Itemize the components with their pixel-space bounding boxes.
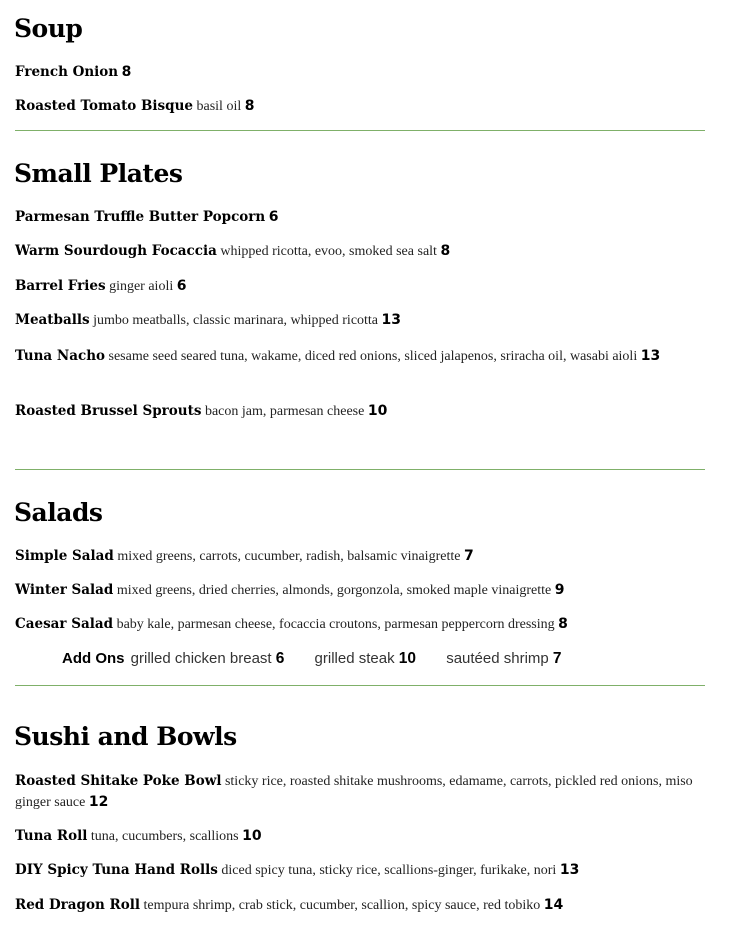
add-on-price: 10 (398, 650, 417, 667)
add-on-name: grilled steak (314, 650, 395, 667)
menu-item (15, 276, 725, 297)
item-name: Roasted Tomato Bisque (15, 98, 193, 114)
menu-item (15, 771, 725, 813)
item-price: 14 (543, 897, 564, 913)
section-divider (15, 130, 705, 131)
item-name: Parmesan Truffle Butter Popcorn (15, 209, 266, 225)
add-on-option (446, 650, 561, 667)
item-name: Simple Salad (15, 548, 114, 564)
item-description: mixed greens, carrots, cucumber, radish, balsamic vinaigrette (117, 549, 461, 564)
menu-item (15, 96, 725, 117)
item-name: Winter Salad (15, 582, 114, 598)
salad-add-ons (62, 650, 588, 668)
section-title-small-plates: Small Plates (14, 159, 183, 188)
item-price: 12 (88, 794, 109, 810)
menu-item (15, 860, 725, 881)
item-price: 10 (242, 828, 262, 844)
item-name: DIY Spicy Tuna Hand Rolls (15, 862, 218, 878)
add-on-name: grilled chicken breast (130, 650, 272, 667)
item-name: Tuna Roll (15, 828, 88, 844)
item-name: Warm Sourdough Focaccia (15, 243, 217, 259)
item-name: Barrel Fries (15, 278, 106, 294)
item-description: jumbo meatballs, classic marinara, whipped ricotta (93, 313, 379, 328)
menu-item (15, 207, 725, 228)
add-on-name: sautéed shrimp (446, 650, 549, 667)
menu-item (15, 346, 725, 367)
item-description: tempura shrimp, crab stick, cucumber, scallion, spicy sauce, red tobiko (143, 898, 541, 913)
section-title-sushi-and-bowls: Sushi and Bowls (14, 722, 237, 751)
item-name: Caesar Salad (15, 616, 114, 632)
menu-item (15, 546, 725, 567)
menu-item (15, 241, 725, 262)
menu-item (15, 401, 725, 422)
item-description: diced spicy tuna, sticky rice, scallions-ginger, furikake, nori (221, 863, 557, 878)
item-name: Red Dragon Roll (15, 897, 140, 913)
add-on-option (315, 650, 416, 667)
item-description: whipped ricotta, evoo, smoked sea salt (220, 244, 437, 259)
menu-item (15, 895, 725, 916)
section-title-salads: Salads (14, 498, 103, 527)
item-description: mixed greens, dried cherries, almonds, gorgonzola, smoked maple vinaigrette (116, 583, 552, 598)
item-name: Meatballs (15, 312, 90, 328)
item-name: French Onion (15, 64, 119, 80)
item-price: 13 (381, 312, 402, 328)
item-price: 13 (559, 862, 580, 878)
item-description: baby kale, parmesan cheese, focaccia croutons, parmesan peppercorn dressing (116, 617, 555, 632)
item-price: 7 (463, 548, 474, 564)
item-price: 9 (554, 582, 565, 598)
menu-item (15, 580, 725, 601)
item-description: ginger aioli (109, 279, 174, 294)
menu-item (15, 62, 725, 83)
section-divider (15, 469, 705, 470)
item-price: 13 (640, 348, 661, 364)
item-price: 8 (440, 243, 451, 259)
item-price: 8 (558, 616, 568, 632)
add-on-price: 7 (552, 650, 562, 667)
item-name: Tuna Nacho (15, 348, 106, 364)
add-ons-label: Add Ons (62, 650, 125, 667)
item-description: tuna, cucumbers, scallions (90, 829, 239, 844)
section-divider (15, 685, 705, 686)
item-description: sticky rice, roasted shitake mushrooms, edamame, carrots, pickled red onions, miso ginger sauce (15, 774, 693, 810)
item-name: Roasted Shitake Poke Bowl (15, 773, 222, 789)
item-name: Roasted Brussel Sprouts (15, 403, 202, 419)
item-description: basil oil (196, 99, 242, 114)
menu-item (15, 826, 725, 847)
item-price: 8 (244, 98, 255, 114)
add-on-price: 6 (275, 650, 285, 667)
item-price: 8 (121, 64, 132, 80)
menu-item (15, 310, 725, 331)
item-price: 6 (268, 209, 279, 225)
item-price: 6 (176, 278, 187, 294)
item-description: bacon jam, parmesan cheese (204, 404, 365, 419)
menu-item (15, 614, 725, 635)
item-price: 10 (367, 403, 388, 419)
add-on-option (131, 650, 285, 667)
section-title-soup: Soup (14, 14, 83, 43)
item-description: sesame seed seared tuna, wakame, diced red onions, sliced jalapenos, sriracha oil, wasabi aioli (108, 349, 638, 364)
